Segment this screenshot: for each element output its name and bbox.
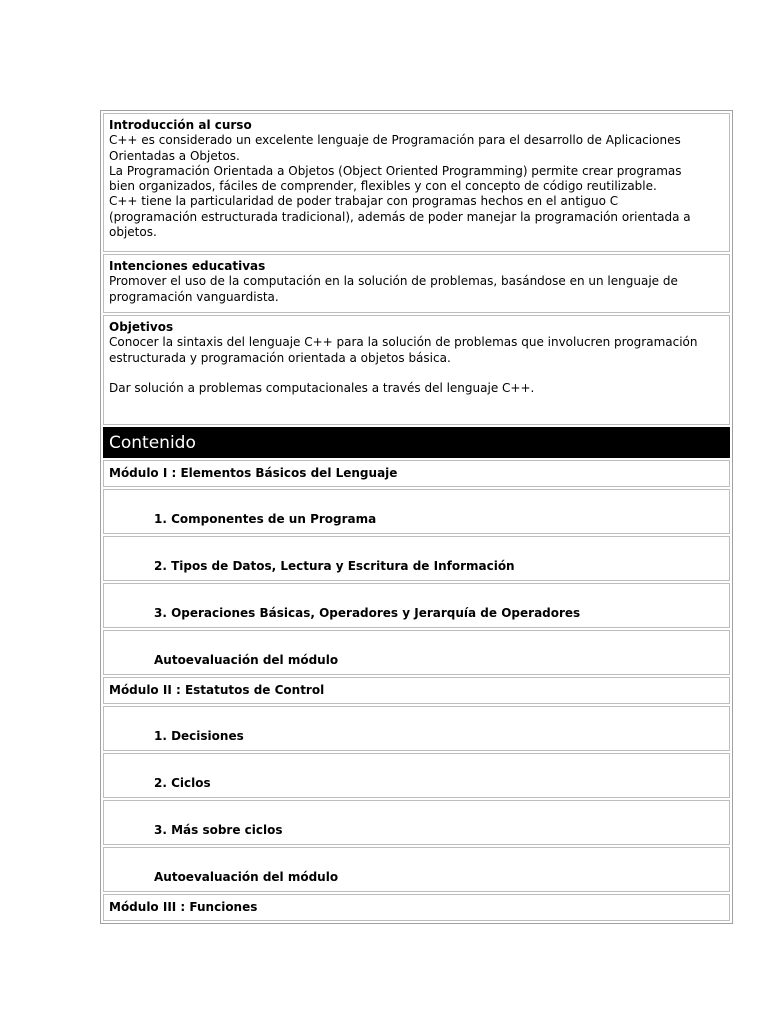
- module-title: Módulo II : Estatutos de Control: [109, 683, 325, 697]
- intenciones-line: Promover el uso de la computación en la solución de problemas, basándose en un lenguaje de: [109, 274, 678, 289]
- course-table: [100, 110, 733, 924]
- topic-row: [103, 706, 730, 751]
- module-title: Módulo I : Elementos Básicos del Lenguaje: [109, 466, 398, 480]
- topic-item: 1. Componentes de un Programa: [154, 512, 377, 526]
- topic-item: Autoevaluación del módulo: [154, 653, 339, 667]
- intro-section: [103, 113, 730, 252]
- topic-item: 3. Más sobre ciclos: [154, 823, 283, 837]
- intro-line: La Programación Orientada a Objetos (Object Oriented Programming) permite crear programas: [109, 163, 682, 178]
- objetivos-section: [103, 315, 730, 425]
- intro-title: Introducción al curso: [109, 118, 252, 132]
- intenciones-section: [103, 254, 730, 313]
- topic-item: 3. Operaciones Básicas, Operadores y Jerarquía de Operadores: [154, 606, 581, 620]
- topic-row: [103, 800, 730, 845]
- objetivos-line: estructurada y programación orientada a objetos básica.: [109, 350, 451, 365]
- module-row: [103, 894, 730, 921]
- intenciones-title: Intenciones educativas: [109, 259, 266, 273]
- blank-line: [109, 366, 724, 381]
- module-row: [103, 460, 730, 487]
- objetivos-extra: Dar solución a problemas computacionales a través del lenguaje C++.: [109, 380, 535, 395]
- module-title: Módulo III : Funciones: [109, 900, 258, 914]
- topic-row: [103, 489, 730, 534]
- intro-line: C++ es considerado un excelente lenguaje de Programación para el desarrollo de Aplicaciones: [109, 133, 681, 148]
- topic-item: 2. Tipos de Datos, Lectura y Escritura de Información: [154, 559, 515, 573]
- topic-row: [103, 536, 730, 581]
- objetivos-line: Conocer la sintaxis del lenguaje C++ para la solución de problemas que involucren programación: [109, 335, 698, 350]
- intro-line: Orientadas a Objetos.: [109, 148, 240, 163]
- contenido-header: Contenido: [103, 427, 730, 458]
- module-row: [103, 677, 730, 704]
- intro-line: (programación estructurada tradicional), además de poder manejar la programación orientada a: [109, 209, 691, 224]
- topic-item: 2. Ciclos: [154, 776, 211, 790]
- topic-item: Autoevaluación del módulo: [154, 870, 339, 884]
- intro-line: bien organizados, fáciles de comprender, flexibles y con el concepto de código reutilizable.: [109, 179, 657, 194]
- objetivos-title: Objetivos: [109, 320, 174, 334]
- topic-row: [103, 753, 730, 798]
- topic-item: 1. Decisiones: [154, 729, 244, 743]
- topic-row: [103, 630, 730, 675]
- topic-row: [103, 847, 730, 892]
- intro-line: objetos.: [109, 225, 157, 240]
- topic-row: [103, 583, 730, 628]
- intenciones-line: programación vanguardista.: [109, 289, 279, 304]
- intro-line: C++ tiene la particularidad de poder trabajar con programas hechos en el antiguo C: [109, 194, 619, 209]
